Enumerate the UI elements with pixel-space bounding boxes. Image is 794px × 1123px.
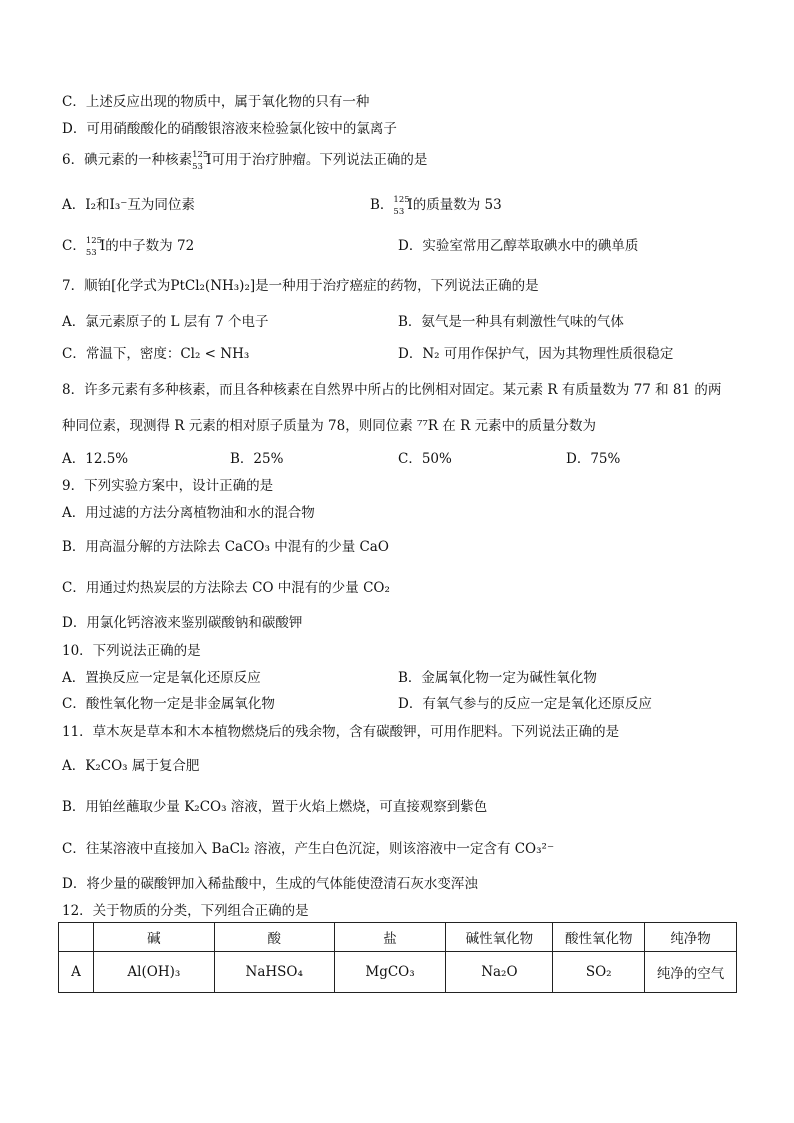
question-9-option-d: D．用氯化钙溶液来鉴别碳酸钠和碳酸钾 xyxy=(62,615,303,631)
atomic-number: 53 xyxy=(192,161,203,172)
question-7-option-b: B．氨气是一种具有刺激性气味的气体 xyxy=(398,314,624,330)
atomic-number: 53 xyxy=(393,206,405,217)
option-c-suffix: 的中子数为 72 xyxy=(105,238,195,254)
question-11-option-c: C．往某溶液中直接加入 BaCl₂ 溶液，产生白色沉淀，则该溶液中一定含有 CO₃²⁻ xyxy=(62,841,555,857)
table-cell: MgCO₃ xyxy=(334,952,446,993)
table-cell: A xyxy=(59,952,94,993)
table-header-cell: 酸性氧化物 xyxy=(553,923,645,952)
table-header-cell: 碱 xyxy=(93,923,214,952)
question-10-option-a: A．置换反应一定是氧化还原反应 xyxy=(62,670,261,686)
option-c-prefix: C． xyxy=(62,238,86,254)
table-header-cell: 酸 xyxy=(214,923,334,952)
question-11-option-a: A．K₂CO₃ 属于复合肥 xyxy=(62,758,200,774)
mass-number: 125 xyxy=(85,235,103,246)
question-10: 10．下列说法正确的是 xyxy=(62,643,201,659)
option-d-previous: D．可用硝酸酸化的硝酸银溶液来检验氯化铵中的氯离子 xyxy=(62,121,397,137)
table-row xyxy=(59,952,737,993)
question-9-option-c: C．用通过灼热炭层的方法除去 CO 中混有的少量 CO₂ xyxy=(62,580,390,596)
question-7: 7．顺铂[化学式为PtCl₂(NH₃)₂]是一种用于治疗癌症的药物，下列说法正确的是 xyxy=(62,278,539,294)
nuclide-symbol: I xyxy=(407,197,413,213)
question-10-option-c: C．酸性氧化物一定是非金属氧化物 xyxy=(62,696,275,712)
table-header-row xyxy=(59,923,737,952)
question-7-option-d: D．N₂ 可用作保护气，因为其物理性质很稳定 xyxy=(398,346,674,362)
question-8-option-a: A．12.5% xyxy=(62,451,129,467)
atomic-number: 53 xyxy=(85,247,97,258)
classification-table xyxy=(58,922,737,993)
question-7-option-a: A．氯元素原子的 L 层有 7 个电子 xyxy=(62,314,269,330)
question-6-prefix: 6．碘元素的一种核素 xyxy=(62,152,193,168)
nuclide-notation xyxy=(85,235,103,258)
question-8-option-b: B．25% xyxy=(230,451,284,467)
table-cell: Na₂O xyxy=(446,952,553,993)
table-cell: 纯净的空气 xyxy=(645,952,737,993)
question-11: 11．草木灰是草本和木本植物燃烧后的残余物，含有碳酸钾，可用作肥料。下列说法正确的是 xyxy=(62,724,620,740)
table-header-cell: 盐 xyxy=(334,923,446,952)
table-header-cell xyxy=(59,923,94,952)
question-8-line-1: 8．许多元素有多种核素，而且各种核素在自然界中所占的比例相对固定。某元素 R 有质量数为 77 和 81 的两 xyxy=(62,382,722,398)
question-8-line-2: 种同位素，现测得 R 元素的相对原子质量为 78，则同位素 ⁷⁷R 在 R 元素中的质量分数为 xyxy=(62,418,597,434)
question-11-option-d: D．将少量的碳酸钾加入稀盐酸中，生成的气体能使澄清石灰水变浑浊 xyxy=(62,876,478,892)
question-6 xyxy=(62,150,427,171)
nuclide-notation xyxy=(192,149,209,172)
option-b-suffix: 的质量数为 53 xyxy=(412,197,502,213)
question-6-option-b xyxy=(370,195,502,216)
question-8-option-c: C．50% xyxy=(398,451,452,467)
table-cell: SO₂ xyxy=(553,952,645,993)
table-cell: Al(OH)₃ xyxy=(93,952,214,993)
mass-number: 125 xyxy=(393,194,410,205)
question-8-option-d: D．75% xyxy=(566,451,621,467)
question-11-option-b: B．用铂丝蘸取少量 K₂CO₃ 溶液，置于火焰上燃烧，可直接观察到紫色 xyxy=(62,799,488,815)
table-cell: NaHSO₄ xyxy=(214,952,334,993)
nuclide-symbol: I xyxy=(99,238,106,254)
question-9-option-b: B．用高温分解的方法除去 CaCO₃ 中混有的少量 CaO xyxy=(62,539,389,555)
question-7-option-c: C．常温下，密度：Cl₂ < NH₃ xyxy=(62,346,250,362)
question-10-option-d: D．有氧气参与的反应一定是氧化还原反应 xyxy=(398,696,652,712)
option-b-prefix: B． xyxy=(370,197,394,213)
question-9-option-a: A．用过滤的方法分离植物油和水的混合物 xyxy=(62,505,315,521)
table-header-cell: 纯净物 xyxy=(645,923,737,952)
question-6-option-d: D．实验室常用乙醇萃取碘水中的碘单质 xyxy=(398,238,639,254)
question-6-option-c xyxy=(62,236,194,257)
question-6-suffix: 可用于治疗肿瘤。下列说法正确的是 xyxy=(211,152,428,168)
question-12: 12．关于物质的分类，下列组合正确的是 xyxy=(62,903,309,919)
mass-number: 125 xyxy=(192,149,209,160)
option-c-previous: C．上述反应出现的物质中，属于氧化物的只有一种 xyxy=(62,94,370,110)
question-10-option-b: B．金属氧化物一定为碱性氧化物 xyxy=(398,670,597,686)
table-header-cell: 碱性氧化物 xyxy=(446,923,553,952)
question-9: 9．下列实验方案中，设计正确的是 xyxy=(62,478,274,494)
nuclide-symbol: I xyxy=(206,152,212,168)
nuclide-notation xyxy=(393,194,410,217)
question-6-option-a: A．I₂和I₃⁻互为同位素 xyxy=(62,197,195,213)
